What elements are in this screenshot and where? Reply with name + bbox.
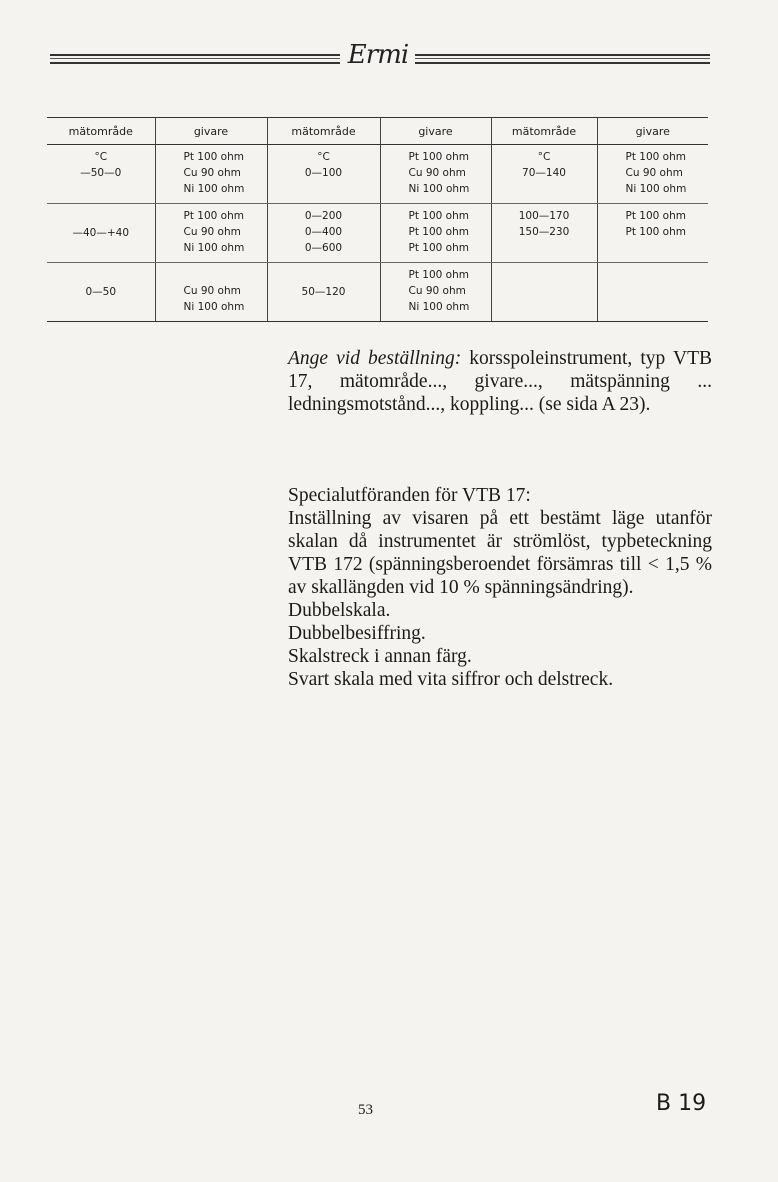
table-cell: 0—200 0—400 0—600: [267, 204, 380, 263]
order-instructions: [288, 347, 712, 416]
special-item: Dubbelbesiffring.: [288, 623, 426, 644]
table-cell: °C 0—100: [267, 145, 380, 204]
header-rule-left: [50, 54, 340, 64]
table-cell: [597, 263, 708, 322]
table-cell: Pt 100 ohm Pt 100 ohm Pt 100 ohm: [380, 204, 491, 263]
table-cell: 50—120: [267, 263, 380, 322]
order-label: Ange vid beställning:: [288, 348, 462, 369]
special-item: Dubbelskala.: [288, 600, 391, 621]
table-cell: 0—50: [47, 263, 155, 322]
table-cell: Pt 100 ohm Pt 100 ohm: [597, 204, 708, 263]
column-header: mätområde: [491, 118, 597, 145]
table-cell: 100—170 150—230: [491, 204, 597, 263]
range-sensor-table: [47, 117, 708, 322]
table-cell: Pt 100 ohm Cu 90 ohm Ni 100 ohm: [380, 145, 491, 204]
table-cell: Pt 100 ohm Cu 90 ohm Ni 100 ohm: [380, 263, 491, 322]
table-cell: Pt 100 ohm Cu 90 ohm Ni 100 ohm: [597, 145, 708, 204]
special-title: Specialutföranden för VTB 17:: [288, 485, 531, 506]
table-row: [47, 204, 708, 263]
column-header: mätområde: [267, 118, 380, 145]
page-code: B 19: [656, 1091, 707, 1116]
table-row: [47, 263, 708, 322]
special-item: Inställning av visaren på ett bestämt läge utanför skalan då instrumentet är strömlöst, typbeteckning VTB 172 (spänningsberoendet försämras till < 1,5 % av skallängden vid 10 % spänningsändring).: [288, 508, 712, 598]
special-item: Svart skala med vita siffror och delstreck.: [288, 669, 614, 690]
column-header: givare: [155, 118, 267, 145]
table-cell: °C 70—140: [491, 145, 597, 204]
page-number: 53: [358, 1102, 373, 1118]
column-header: mätområde: [47, 118, 155, 145]
column-header: givare: [380, 118, 491, 145]
table-cell: —40—+40: [47, 204, 155, 263]
special-versions: [288, 484, 712, 691]
column-header: givare: [597, 118, 708, 145]
table-cell: Pt 100 ohm Cu 90 ohm Ni 100 ohm: [155, 145, 267, 204]
order-text: korsspoleinstrument, typ VTB 17, mätområde..., givare..., mätspänning ... ledningsmotstånd..., koppling... (se sida A 23).: [288, 348, 712, 415]
table-header-row: [47, 118, 708, 145]
table-cell: Cu 90 ohm Ni 100 ohm: [155, 263, 267, 322]
special-item: Skalstreck i annan färg.: [288, 646, 472, 667]
table-cell: °C —50—0: [47, 145, 155, 204]
table-cell: Pt 100 ohm Cu 90 ohm Ni 100 ohm: [155, 204, 267, 263]
ermi-logo: Ermi: [347, 40, 409, 70]
header-rule-right: [415, 54, 710, 64]
table-cell: [491, 263, 597, 322]
table-row: [47, 145, 708, 204]
